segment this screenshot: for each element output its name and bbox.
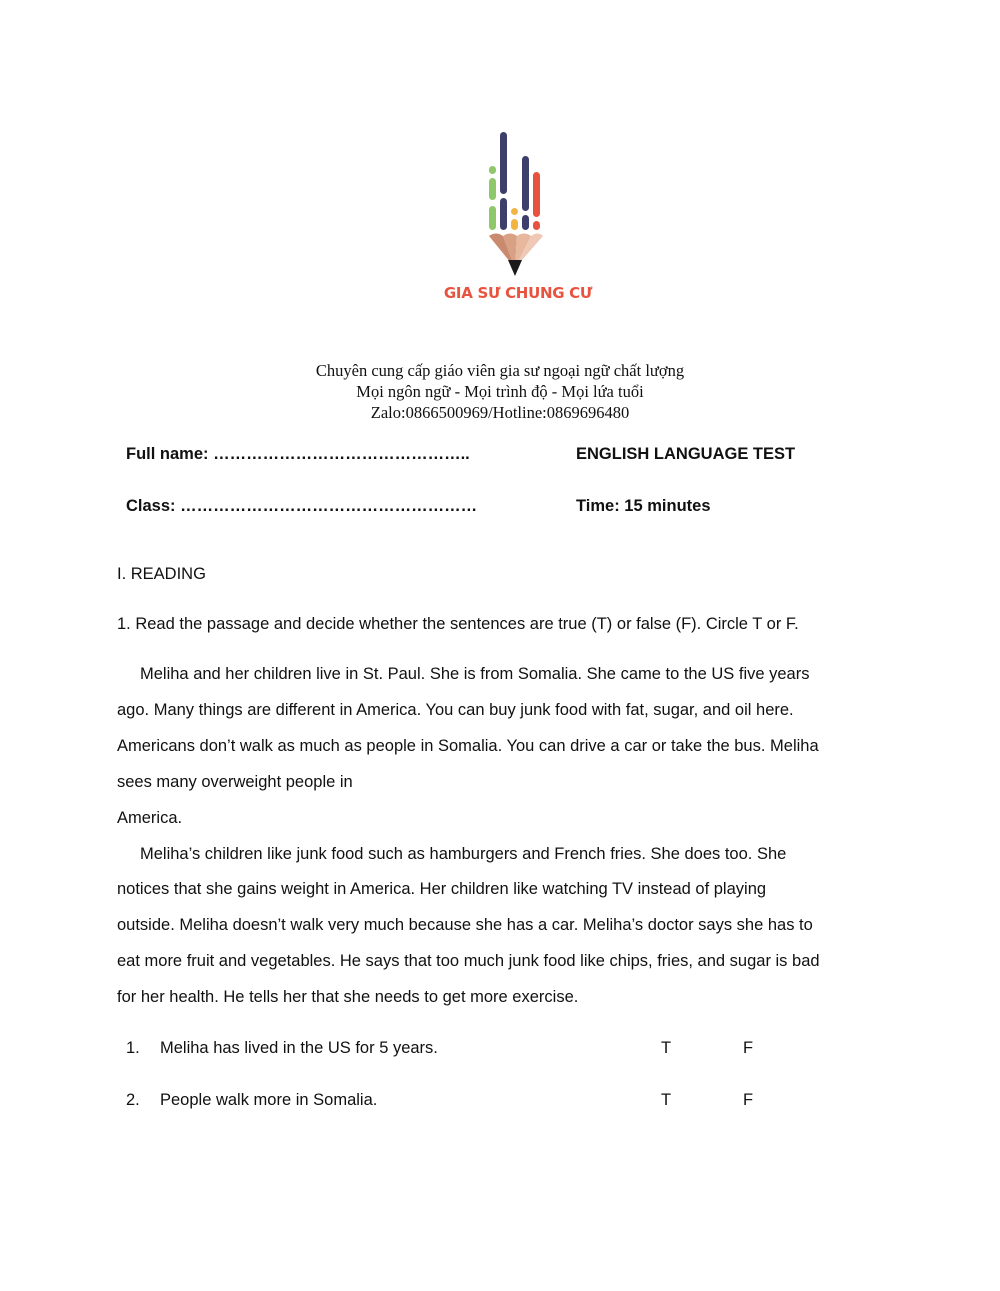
true-option[interactable]: T bbox=[661, 1091, 672, 1109]
passage-line: America. bbox=[117, 808, 183, 827]
false-option[interactable]: F bbox=[743, 1091, 754, 1109]
instruction: 1. Read the passage and decide whether the sentences are true (T) or false (F). Circle T or F. bbox=[117, 615, 799, 633]
passage-line: Meliha and her children live in St. Paul. She is from Somalia. She came to the US five years bbox=[140, 665, 810, 683]
time-limit: Time: 15 minutes bbox=[576, 497, 711, 515]
question-number: 2. bbox=[126, 1091, 140, 1109]
contact-line: Zalo:0866500969/Hotline:0869696480 bbox=[370, 403, 630, 422]
question-text: People walk more in Somalia. bbox=[160, 1091, 378, 1109]
passage-line: for her health. He tells her that she needs to get more exercise. bbox=[117, 988, 579, 1007]
tagline-line-1: Chuyên cung cấp giáo viên gia sư ngoại ngữ chất lượng bbox=[315, 361, 685, 380]
section-title: I. READING bbox=[117, 565, 206, 583]
passage-line: eat more fruit and vegetables. He says that too much junk food like chips, fries, and sugar is bad bbox=[117, 952, 820, 971]
tagline-line-2: Mọi ngôn ngữ - Mọi trình độ - Mọi lứa tuổi bbox=[356, 382, 644, 401]
brand-name: GIA SƯ CHUNG CƯ bbox=[443, 284, 593, 302]
passage-line: Meliha’s children like junk food such as hamburgers and French fries. She does too. She bbox=[140, 844, 787, 863]
passage-line: sees many overweight people in bbox=[117, 772, 353, 791]
false-option[interactable]: F bbox=[743, 1039, 754, 1057]
passage-line: ago. Many things are different in America. You can buy junk food with fat, sugar, and oil here. bbox=[117, 700, 794, 719]
tagline bbox=[200, 360, 800, 423]
passage-line: Americans don’t walk as much as people in Somalia. You can drive a car or take the bus. Meliha bbox=[117, 736, 819, 755]
true-option[interactable]: T bbox=[661, 1039, 672, 1057]
question-number: 1. bbox=[126, 1039, 140, 1057]
question-text: Meliha has lived in the US for 5 years. bbox=[160, 1039, 438, 1057]
test-title: ENGLISH LANGUAGE TEST bbox=[576, 445, 796, 463]
passage-line: outside. Meliha doesn’t walk very much because she has a car. Meliha’s doctor says she has to bbox=[117, 916, 813, 935]
passage-line: notices that she gains weight in America. Her children like watching TV instead of playing bbox=[117, 880, 767, 899]
reading-passage bbox=[117, 657, 887, 1016]
class-field: Class: ……………………………………………… bbox=[126, 497, 478, 515]
pencil-bars-logo-icon bbox=[470, 128, 560, 283]
full-name-field: Full name: ……………………………………….. bbox=[126, 445, 470, 463]
